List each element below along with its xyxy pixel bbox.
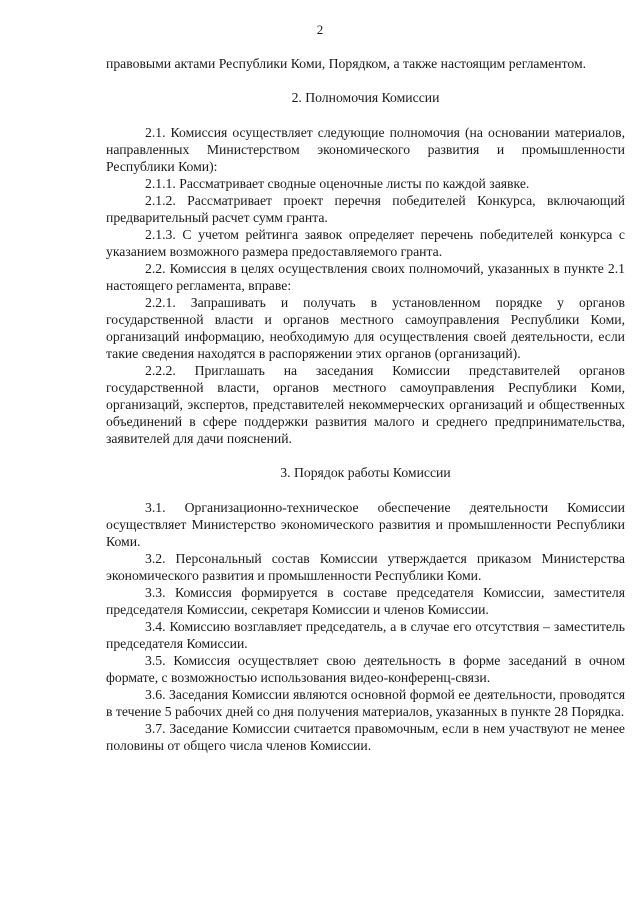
paragraph-3-5: 3.5. Комиссия осуществляет свою деятельность в форме заседаний в очном формате, с возможностью использования видео-конференц-связи.	[106, 653, 625, 685]
page-number: 2	[316, 22, 324, 37]
paragraph-3-4: 3.4. Комиссию возглавляет председатель, а в случае его отсутствия – заместитель председателя Комиссии.	[106, 619, 625, 651]
paragraph-2-1-2: 2.1.2. Рассматривает проект перечня победителей Конкурса, включающий предварительный расчет сумм гранта.	[106, 193, 625, 225]
paragraph-3-7: 3.7. Заседание Комиссии считается правомочным, если в нем участвуют не менее половины от общего числа членов Комиссии.	[106, 721, 625, 753]
paragraph-2-2-1: 2.2.1. Запрашивать и получать в установленном порядке у органов государственной власти и органов местного самоуправления Республики Коми, организаций информацию, необходимую для осуществления своей деятельности, если такие сведения находятся в распоряжении этих органов (организаций).	[106, 295, 625, 361]
paragraph-3-6: 3.6. Заседания Комиссии являются основной формой ее деятельности, проводятся в течение 5 рабочих дней со дня получения материалов, указанных в пункте 28 Порядка.	[106, 687, 625, 719]
section-2-title: 2. Полномочия Комиссии	[291, 90, 440, 105]
intro-paragraph: правовыми актами Республики Коми, Порядком, а также настоящим регламентом.	[106, 56, 587, 71]
paragraph-2-1-1: 2.1.1. Рассматривает сводные оценочные листы по каждой заявке.	[145, 176, 530, 191]
paragraph-2-1-3: 2.1.3. С учетом рейтинга заявок определяет перечень победителей конкурса с указанием возможного размера предоставляемого гранта.	[106, 227, 625, 259]
section-3-title: 3. Порядок работы Комиссии	[280, 465, 451, 480]
paragraph-3-2: 3.2. Персональный состав Комиссии утверждается приказом Министерства экономического развития и промышленности Республики Коми.	[106, 551, 625, 583]
document-body	[106, 55, 625, 754]
paragraph-2-2: 2.2. Комиссия в целях осуществления своих полномочий, указанных в пункте 2.1 настоящего регламента, вправе:	[106, 261, 625, 293]
paragraph-3-3: 3.3. Комиссия формируется в составе председателя Комиссии, заместителя председателя Комиссии, секретаря Комиссии и членов Комиссии.	[106, 585, 625, 617]
paragraph-3-1: 3.1. Организационно-техническое обеспечение деятельности Комиссии осуществляет Министерство экономического развития и промышленности Республики Коми.	[106, 500, 625, 549]
paragraph-2-2-2: 2.2.2. Приглашать на заседания Комиссии представителей органов государственной власти, органов местного самоуправления Республики Коми, организаций, экспертов, представителей некоммерческих организаций и общественных объединений в сфере поддержки развития малого и среднего предпринимательства, заявителей для дачи пояснений.	[106, 363, 625, 446]
paragraph-2-1: 2.1. Комиссия осуществляет следующие полномочия (на основании материалов, направленных Министерством экономического развития и промышленности Республики Коми):	[106, 125, 625, 174]
